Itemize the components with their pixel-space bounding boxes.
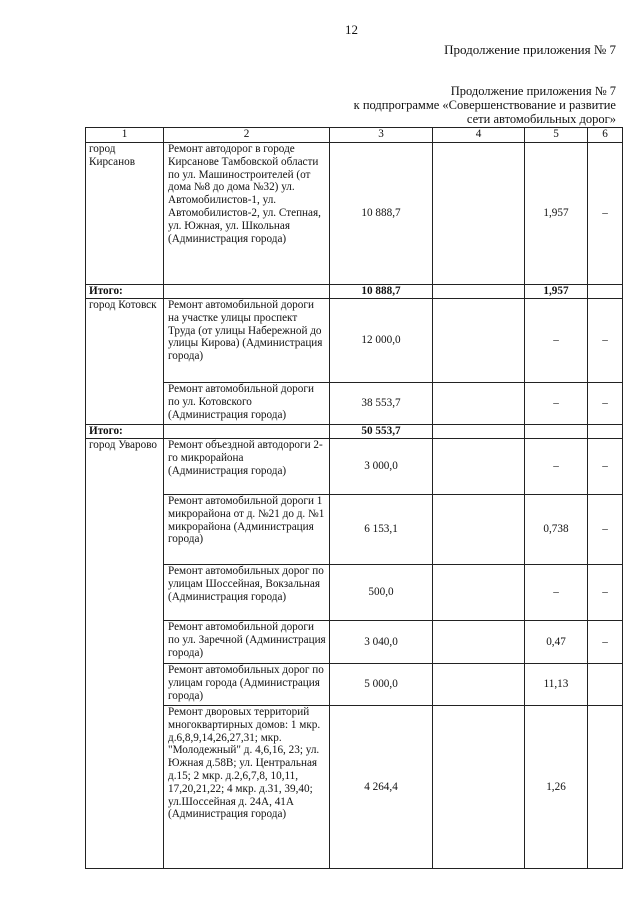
total-empty bbox=[164, 285, 330, 299]
header-line-3: сети автомобильных дорог» bbox=[466, 112, 616, 126]
table-row bbox=[86, 495, 623, 565]
amount-cell: 3 000,0 bbox=[330, 439, 433, 495]
total-row bbox=[86, 425, 623, 439]
city-cell: город Кирсанов bbox=[86, 143, 164, 285]
column-header: 1 bbox=[86, 128, 164, 143]
city-cell: город Котовск bbox=[86, 299, 164, 425]
work-description: Ремонт автомобильной дороги по ул. Заречной (Администрация города) bbox=[164, 621, 330, 664]
work-description: Ремонт автомобильных дорог по улицам Шоссейная, Вокзальная (Администрация города) bbox=[164, 565, 330, 621]
total-empty bbox=[433, 285, 525, 299]
total-empty bbox=[433, 425, 525, 439]
table-row bbox=[86, 621, 623, 664]
page-number: 12 bbox=[345, 22, 358, 37]
work-description: Ремонт автодорог в городе Кирсанове Тамбовской области по ул. Машиностроителей (от дома №8 до дома №32) ул. Автомобилистов-1, ул. Автомобилистов-2, ул. Степная, ул. Южная, ул. Школьная (Администрация города) bbox=[164, 143, 330, 285]
column-header: 5 bbox=[525, 128, 588, 143]
length-cell: 1,26 bbox=[525, 706, 588, 869]
continuation-note: Продолжение приложения № 7 bbox=[444, 42, 616, 57]
work-description: Ремонт автомобильных дорог по улицам города (Администрация города) bbox=[164, 664, 330, 706]
amount-cell: 4 264,4 bbox=[330, 706, 433, 869]
table-row bbox=[86, 439, 623, 495]
amount-cell: 3 040,0 bbox=[330, 621, 433, 664]
col6-cell: – bbox=[588, 495, 623, 565]
table-row bbox=[86, 664, 623, 706]
table-row bbox=[86, 383, 623, 425]
total-empty bbox=[588, 425, 623, 439]
header-line-2: к подпрограмме «Совершенствование и развитие bbox=[353, 98, 616, 112]
length-cell: – bbox=[525, 299, 588, 383]
column-header: 6 bbox=[588, 128, 623, 143]
length-cell: – bbox=[525, 439, 588, 495]
col4-cell bbox=[433, 706, 525, 869]
total-label: Итого: bbox=[86, 285, 164, 299]
length-cell: 11,13 bbox=[525, 664, 588, 706]
work-description: Ремонт автомобильной дороги по ул. Котовского (Администрация города) bbox=[164, 383, 330, 425]
length-cell: – bbox=[525, 383, 588, 425]
col4-cell bbox=[433, 439, 525, 495]
amount-cell: 10 888,7 bbox=[330, 143, 433, 285]
amount-cell: 12 000,0 bbox=[330, 299, 433, 383]
total-empty bbox=[164, 425, 330, 439]
col6-cell: – bbox=[588, 565, 623, 621]
amount-cell: 500,0 bbox=[330, 565, 433, 621]
total-amount: 50 553,7 bbox=[330, 425, 433, 439]
total-row bbox=[86, 285, 623, 299]
work-description: Ремонт автомобильной дороги 1 микрорайона от д. №21 до д. №1 микрорайона (Администрация города) bbox=[164, 495, 330, 565]
appendix-header bbox=[316, 84, 616, 126]
column-header: 3 bbox=[330, 128, 433, 143]
col6-cell: – bbox=[588, 621, 623, 664]
col4-cell bbox=[433, 383, 525, 425]
col4-cell bbox=[433, 621, 525, 664]
total-amount: 10 888,7 bbox=[330, 285, 433, 299]
total-length: 1,957 bbox=[525, 285, 588, 299]
col4-cell bbox=[433, 664, 525, 706]
col4-cell bbox=[433, 299, 525, 383]
col6-cell bbox=[588, 706, 623, 869]
length-cell: 0,738 bbox=[525, 495, 588, 565]
program-table bbox=[85, 127, 623, 869]
amount-cell: 5 000,0 bbox=[330, 664, 433, 706]
table-row bbox=[86, 706, 623, 869]
column-number-row bbox=[86, 128, 623, 143]
city-cell: город Уварово bbox=[86, 439, 164, 869]
table-row bbox=[86, 143, 623, 285]
table-row bbox=[86, 299, 623, 383]
col6-cell: – bbox=[588, 439, 623, 495]
work-description: Ремонт автомобильной дороги на участке улицы проспект Труда (от улицы Набережной до улицы Кирова) (Администрация города) bbox=[164, 299, 330, 383]
amount-cell: 38 553,7 bbox=[330, 383, 433, 425]
col4-cell bbox=[433, 495, 525, 565]
column-header: 2 bbox=[164, 128, 330, 143]
header-line-1: Продолжение приложения № 7 bbox=[450, 84, 616, 98]
table-row bbox=[86, 565, 623, 621]
amount-cell: 6 153,1 bbox=[330, 495, 433, 565]
total-label: Итого: bbox=[86, 425, 164, 439]
col6-cell: – bbox=[588, 299, 623, 383]
length-cell: 1,957 bbox=[525, 143, 588, 285]
col6-cell: – bbox=[588, 143, 623, 285]
length-cell: 0,47 bbox=[525, 621, 588, 664]
col6-cell bbox=[588, 664, 623, 706]
col4-cell bbox=[433, 143, 525, 285]
work-description: Ремонт дворовых территорий многоквартирных домов: 1 мкр. д.6,8,9,14,26,27,31; мкр. "Молодежный" д. 4,6,16, 23; ул. Южная д.58В; ул. Центральная д.15; 2 мкр. д.2,6,7,8, 10,11, 17,20,21,22; 4 мкр. д.31, 39,40; ул.Шоссейная д. 24А, 41А (Администрация города) bbox=[164, 706, 330, 869]
col4-cell bbox=[433, 565, 525, 621]
column-header: 4 bbox=[433, 128, 525, 143]
total-length bbox=[525, 425, 588, 439]
col6-cell: – bbox=[588, 383, 623, 425]
work-description: Ремонт объездной автодороги 2-го микрорайона (Администрация города) bbox=[164, 439, 330, 495]
length-cell: – bbox=[525, 565, 588, 621]
total-empty bbox=[588, 285, 623, 299]
